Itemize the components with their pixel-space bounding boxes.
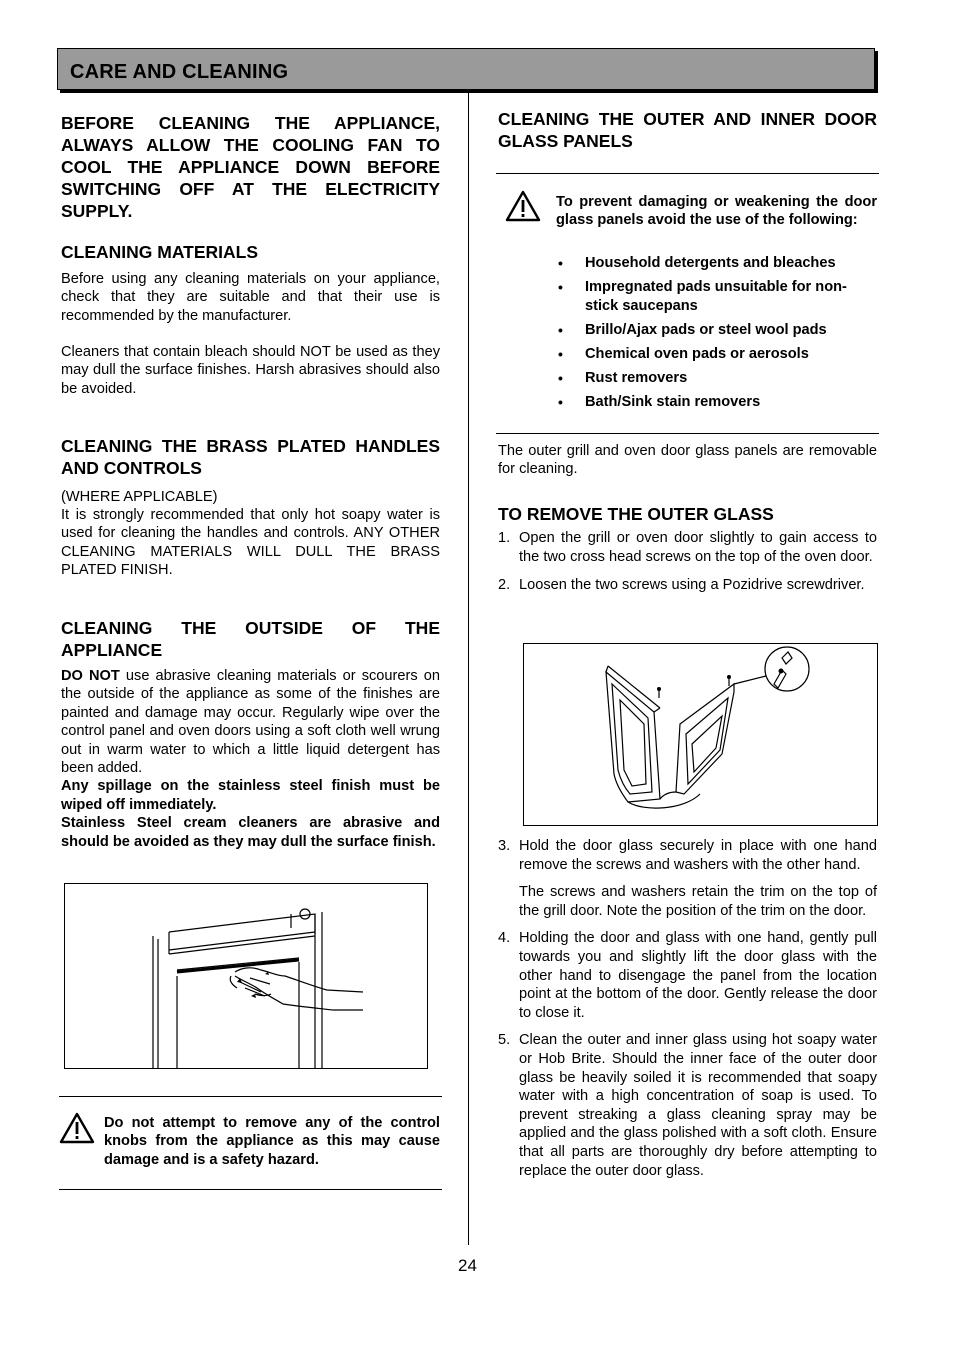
- step-number: 5.: [498, 1032, 511, 1049]
- removable-note: The outer grill and oven door glass panels are removable for cleaning.: [498, 443, 877, 478]
- glass-warning-rule-bottom: [496, 433, 879, 434]
- section-header: [57, 48, 875, 90]
- warning-triangle-icon: [59, 1112, 95, 1144]
- brass-handles-text: It is strongly recommended that only hot soapy water is used for cleaning the handles and controls. ANY OTHER CLEANING MATERIALS WILL DULL THE BRASS PLATED FINISH.: [61, 507, 440, 579]
- step-number: 2.: [498, 577, 511, 594]
- step-text: Loosen the two screws using a Pozidrive screwdriver.: [519, 577, 865, 594]
- step-text: Holding the door and glass with one hand, gently pull towards you and slightly lift the door glass with the other hand to disengage the panel from the location point at the bottom of the door. Gently release the door to close it.: [519, 930, 877, 1021]
- cooling-fan-warning: BEFORE CLEANING THE APPLIANCE, ALWAYS ALLOW THE COOLING FAN TO COOL THE APPLIANCE DOWN BEFORE SWITCHING OFF AT THE ELECTRICITY SUPPLY.: [61, 113, 440, 221]
- outside-text-2: Any spillage on the stainless steel finish must be wiped off immediately.: [61, 778, 440, 813]
- cleaning-materials-heading: CLEANING MATERIALS: [61, 242, 259, 262]
- step-number: 4.: [498, 930, 511, 947]
- hand-wiping-door-image: [65, 884, 427, 1068]
- cleaning-materials-text-2: Cleaners that contain bleach should NOT be used as they may dull the surface finishes. Harsh abrasives should also be avoided.: [61, 344, 440, 397]
- do-not-emphasis: DO NOT: [61, 668, 120, 684]
- outside-appliance-heading: CLEANING THE OUTSIDE OF THE APPLIANCE: [61, 618, 440, 660]
- step-5: [498, 1031, 877, 1180]
- page-title: CARE AND CLEANING: [70, 61, 289, 83]
- steps-1-2: [498, 529, 877, 595]
- step-3-note: [498, 883, 877, 920]
- step-text: Clean the outer and inner glass using hot soapy water or Hob Brite. Should the inner face of the outer door glass be heavily soiled it is recommended that soapy water with a high concentration of soap is used. To prevent streaking a glass cleaning spray may be applied and the glass polished with a soft cloth. Ensure that all parts are thoroughly dry before attempting to replace the outer door glass.: [519, 1032, 877, 1179]
- step-text: Open the grill or oven door slightly to gain access to the two cross head screws on the top of the oven door.: [519, 530, 877, 565]
- steps-3-5: [498, 837, 877, 1180]
- step-number: 1.: [498, 530, 511, 546]
- glass-warning-intro: To prevent damaging or weakening the door glass panels avoid the use of the following:: [556, 194, 877, 229]
- outside-text-1: [61, 667, 440, 777]
- outside-text-1-rest: use abrasive cleaning materials or scourers on the outside of the appliance as some of the finishes are painted and damage may occur. Regularly wipe over the control panel and oven doors using a soft cloth well wrung out in warm water to which a little liquid detergent has been added.: [61, 668, 440, 777]
- warning-rule-top: [59, 1096, 442, 1097]
- outside-appliance-body: [61, 667, 440, 851]
- step-3: [498, 837, 877, 874]
- step-2: [498, 576, 877, 595]
- cleaning-materials-text-1: Before using any cleaning materials on your appliance, check that they are suitable and that their use is recommended by the manufacturer.: [61, 271, 440, 324]
- knobs-warning-text: Do not attempt to remove any of the control knobs from the appliance as this may cause damage and is a safety hazard.: [104, 1115, 440, 1168]
- list-item: • Chemical oven pads or aerosols: [556, 345, 877, 364]
- door-glass-diagram-image: [524, 644, 877, 825]
- brass-handles-heading: CLEANING THE BRASS PLATED HANDLES AND CONTROLS: [61, 436, 440, 478]
- list-item: • Bath/Sink stain removers: [556, 393, 877, 412]
- step-text: Hold the door glass securely in place with one hand remove the screws and washers with the other hand.: [519, 838, 877, 873]
- step-4: [498, 929, 877, 1022]
- outside-text-3: Stainless Steel cream cleaners are abrasive and should be avoided as they may dull the surface finish.: [61, 815, 440, 850]
- list-item: • Brillo/Ajax pads or steel wool pads: [556, 321, 877, 340]
- step-1: [498, 529, 877, 566]
- warning-rule-bottom: [59, 1189, 442, 1190]
- step-number: 3.: [498, 838, 511, 854]
- list-item: • Impregnated pads unsuitable for non-stick saucepans: [556, 278, 877, 316]
- remove-outer-glass-heading: TO REMOVE THE OUTER GLASS: [498, 504, 774, 524]
- glass-warning-rule-top: [496, 173, 879, 174]
- column-divider: [468, 92, 469, 1245]
- list-item: • Rust removers: [556, 369, 877, 388]
- cleaning-illustration: [64, 883, 428, 1069]
- warning-triangle-icon: [505, 190, 541, 222]
- door-glass-heading: CLEANING THE OUTER AND INNER DOOR GLASS PANELS: [498, 109, 877, 151]
- page-number: 24: [458, 1256, 477, 1275]
- list-item: • Household detergents and bleaches: [556, 254, 877, 273]
- step-note-text: The screws and washers retain the trim on the top of the grill door. Note the position of the trim on the door.: [519, 884, 877, 919]
- brass-applicable-note: (WHERE APPLICABLE): [61, 489, 218, 505]
- door-glass-illustration: [523, 643, 878, 826]
- avoid-list: [556, 254, 877, 417]
